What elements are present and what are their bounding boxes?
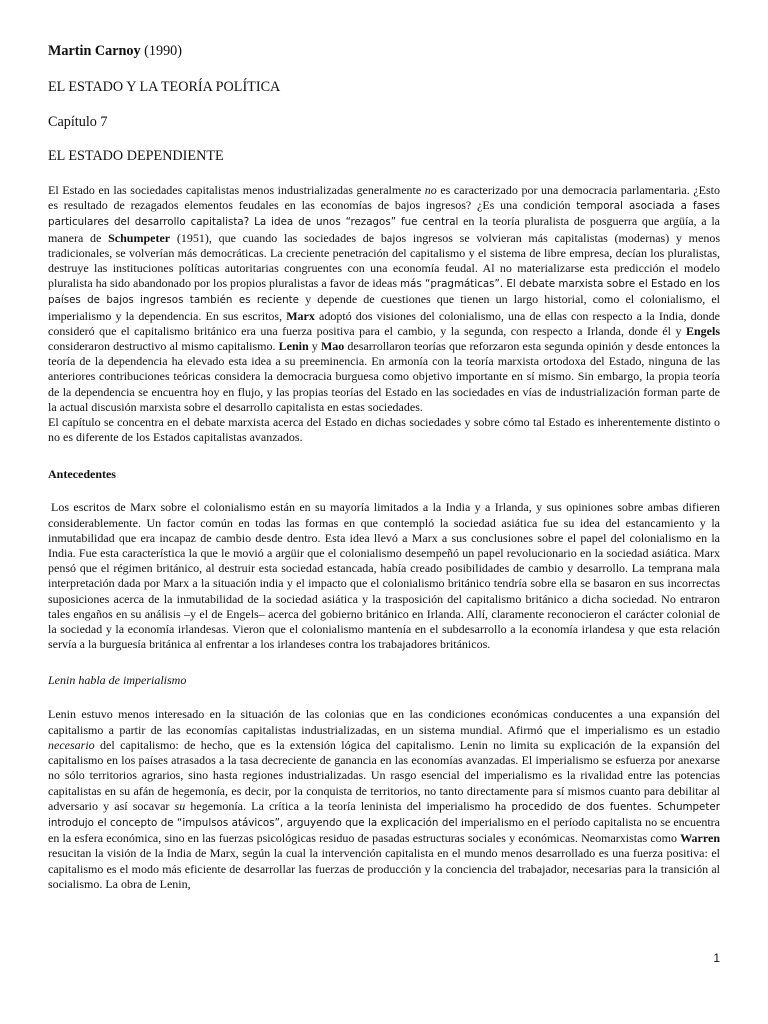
page-number: 1 <box>713 951 720 965</box>
text-run: desarrollaron teorías que reforzaron esta segunda opinión y desde entonces la teoría de la dependencia ha elevado esta idea a su preeminencia. En armonía con la teoría marxista ortodoxa del Estado, ninguna de las anteriores contribuciones teóricas considera la democracia burguesa como objetivo importante en sí mismo. Sin embargo, la propia teoría de la dependencia se encuentra hoy en flujo, y las propias teorías del Estado en las sociedades en vías de industrialización forman parte de la actual discusión marxista sobre el desarrollo capitalista en estas sociedades. <box>48 339 720 414</box>
name-warren: Warren <box>680 831 720 846</box>
chapter-title: EL ESTADO DEPENDIENTE <box>48 148 224 164</box>
antecedentes-paragraph: Los escritos de Marx sobre el colonialismo están en su mayoría limitados a la India y a Irlanda, y sus opiniones sobre ambas difieren considerablemente. Un factor común en todas las formas en que contempló la sociedad asiática fue su idea del estancamiento y la inmutabilidad que era incapaz de cambio desde dentro. Esta idea llevó a Marx a sus conclusiones sobre el papel del colonialismo en la India. Fue esta característica la que le movió a argüir que el colonialismo desempeñó un papel revolucionario en la sociedad asiática. Marx pensó que el régimen británico, al destruir esta sociedad estancada, había creado posibilidades de cambio y desarrollo. La temprana mala interpretación dada por Marx a la situación india y el impacto que el colonialismo británico tendría sobre ella se basaron en sus incorrectas suposiciones acerca de la inmutabilidad de la sociedad asiática y la trasposición del capitalismo británico a dicha sociedad. No entraron tales engaños en su análisis –y el de Engels– acerca del gobierno británico en Irlanda. Allí, claramente reconocieron el carácter colonial de la sociedad y la economía irlandesas. Vieron que el colonialismo mantenía en el subdesarrollo a la economía irlandesa y que esta relación servía a la burguesía británica al enfrentar a los irlandeses contra los trabajadores británicos. <box>48 500 720 652</box>
text-run: (1951), que cuando las sociedades de bajos ingresos se volvieran más capitalistas (modernas) y menos tradicionales, se volverían más democráticas. La creciente penetración del capitalismo y el sistema de libre empresa, decían los pluralistas, destruye las instituciones políticas autoritarias congruentes con una economía feudal. Al no materializarse esta predicción el modelo pluralista ha sido abandonado por los propios pluralistas a favor de ideas <box>48 230 720 291</box>
text-run: Lenin estuvo menos interesado en la situación de las colonias que en las condiciones económicas conducentes a una expansión del capitalismo a partir de las economías capitalistas industrializadas, en un sistema mundial. Afirmó que el imperialismo es un estadio <box>48 707 720 737</box>
text-run: del capitalismo: de hecho, que es la extensión lógica del capitalismo. Lenin no limita su explicación de la expansión del capitalismo en los países atrasados a la tasa decreciente de ganancia en las economías avanzadas. El imperialismo se esfuerza por anexarse no sólo territorios agrarios, sino hasta regiones industrializadas. Un rasgo esencial del imperialismo es la rivalidad entre las potencias capitalistas en su afán de hegemonía, es decir, por la conquista de territorios, no tanto directamente para sí mismos cuanto para debilitar al adversario y así socavar <box>48 737 720 813</box>
chapter-number: Capítulo 7 <box>48 114 108 130</box>
name-lenin: Lenin <box>278 339 309 354</box>
text-run: en la teoría pluralista de posguerra que argüía, a la manera de <box>48 214 720 245</box>
text-run: y depende de cuestiones que tienen un largo historial, como el colonialismo, el imperialismo y la dependencia. En sus escritos, <box>48 292 720 323</box>
chapter-scope-paragraph: El capítulo se concentra en el debate marxista acerca del Estado en dichas sociedades y sobre cómo tal Estado es inherentemente distinto o no es diferente de los Estados capitalistas avanzados. <box>48 415 720 445</box>
emphasis-necesario: necesario <box>48 737 95 752</box>
text-run: y <box>308 339 321 354</box>
name-engels: Engels <box>685 323 720 338</box>
text-run-sans: más “pragmáticas”. El debate marxista sobre el Estado en los países de bajos ingresos también es reciente <box>48 278 720 307</box>
name-mao: Mao <box>320 339 345 354</box>
lenin-paragraph <box>48 707 720 891</box>
text-run: es caracterizado por una democracia parlamentaria. ¿Esto es resultado de rezagados elementos feudales en las economías de bajos ingresos? ¿Es una condición <box>48 183 720 213</box>
text-run: El Estado en las sociedades capitalistas menos industrializadas generalmente <box>48 183 425 197</box>
document-content <box>48 40 720 892</box>
text-run: adoptó dos visiones del colonialismo, una de ellas con respecto a la India, donde consideró que el capitalismo británico era una fuerza positiva para el cambio, y la segunda, con respecto a Irlanda, donde él y <box>48 308 720 338</box>
text-run: imperialismo en el período capitalista no se encuentra en la esfera económica, sino en las fuerzas psicológicas residuo de pasadas estructuras sociales y económicas. Neomarxistas como <box>48 814 720 846</box>
intro-paragraph <box>48 183 720 415</box>
name-schumpeter: Schumpeter <box>108 230 171 245</box>
name-marx: Marx <box>286 308 315 323</box>
emphasis-su: su <box>174 798 186 813</box>
text-run: resucitan la visión de la India de Marx, según la cual la intervención capitalista en el mundo menos desarrollado es una fuerza positiva: el capitalismo es el modo más eficiente de desarrollar las fuerzas de producción y la conciencia del trabajador, necesarias para la transición al socialismo. La obra de Lenin, <box>48 846 720 891</box>
author-line <box>48 42 720 60</box>
text-run-sans: temporal asociada a fases particulares del desarrollo capitalista? La idea de unos “rezagos” fue central <box>48 200 720 229</box>
publication-year: (1990) <box>140 43 182 59</box>
section-heading-antecedentes: Antecedentes <box>48 467 116 482</box>
text-run: consideraron destructivo al mismo capitalismo. <box>48 339 279 354</box>
author-name: Martin Carnoy <box>48 43 141 59</box>
text-run: hegemonía. La crítica a la teoría leninista del imperialismo ha <box>185 798 512 813</box>
subsection-heading-lenin: Lenin habla de imperialismo <box>48 673 187 688</box>
book-title: EL ESTADO Y LA TEORÍA POLÍTICA <box>48 79 281 95</box>
text-run-sans: procedido de dos fuentes. Schumpeter introdujo el concepto de “impulsos atávicos”, arguyendo que la explicación del <box>48 800 720 829</box>
emphasis-no: no <box>424 183 437 197</box>
